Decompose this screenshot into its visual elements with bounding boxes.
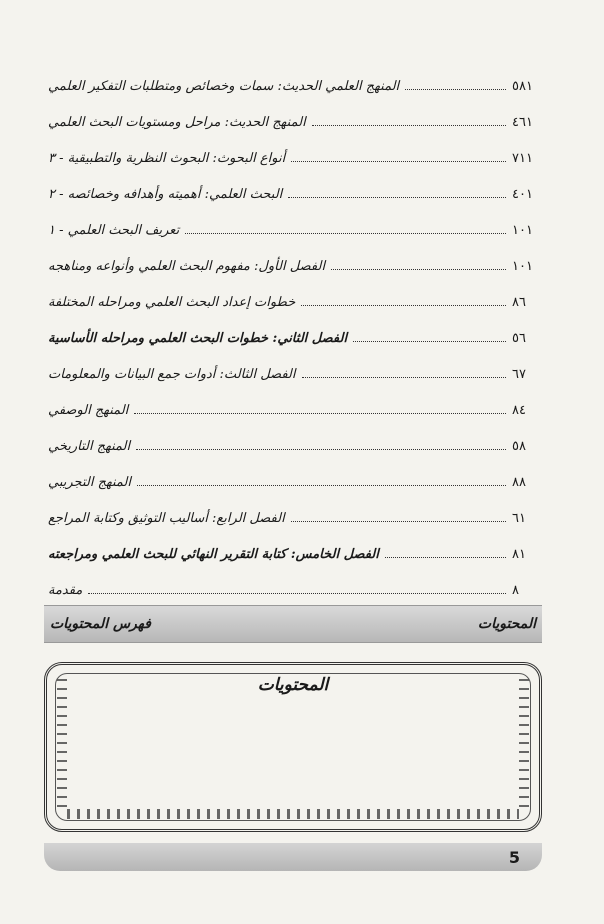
page-number: 5 [508, 847, 520, 867]
toc-entry-title: تعريف البحث العلمي - ١ [48, 223, 180, 238]
toc-entry-title: المنهج التاريخي [48, 439, 131, 454]
section-header-bar [44, 605, 542, 643]
frame-inner-border [55, 673, 531, 821]
toc-entry-title: البحث العلمي: أهميته وأهدافه وخصائصه - ٢ [48, 187, 283, 202]
toc-leader-dots [331, 269, 506, 270]
toc-entry-page: ١٠١ [512, 223, 533, 238]
toc-entry[interactable] [44, 310, 544, 346]
toc-entry-title: المنهج العلمي الحديث: سمات وخصائص ومتطلبات التفكير العلمي [48, 79, 400, 94]
toc-entry-title: مقدمة [48, 583, 83, 598]
toc-entry-page: ٥٦ [512, 331, 526, 346]
toc-entry-title: المنهج الحديث: مراحل ومستويات البحث العلمي [48, 115, 306, 130]
toc-entry-title: الفصل الثاني: خطوات البحث العلمي ومراحله الأساسية [48, 331, 348, 346]
toc-entry-page: ٨٦ [512, 295, 526, 310]
toc-leader-dots [88, 593, 506, 594]
frame-bottom-ornament [67, 809, 519, 819]
toc-entry[interactable] [44, 418, 544, 454]
toc-entry-title: الفصل الأول: مفهوم البحث العلمي وأنواعه ومناهجه [48, 259, 326, 274]
toc-entry[interactable] [44, 454, 544, 490]
toc-entry-title: المنهج الوصفي [48, 403, 129, 418]
toc-entry[interactable] [44, 382, 544, 418]
toc-leader-dots [353, 341, 506, 342]
frame-title: المحتويات [257, 675, 329, 695]
toc-entry-page: ٦١ [512, 511, 526, 526]
toc-leader-dots [134, 413, 506, 414]
toc-entry-page: ٦٧ [512, 367, 526, 382]
ornamental-frame [44, 662, 542, 832]
toc-leader-dots [291, 521, 506, 522]
frame-left-ornament [57, 679, 67, 807]
toc-leader-dots [291, 161, 506, 162]
toc-entry[interactable] [44, 202, 544, 238]
frame-right-ornament [519, 679, 529, 807]
table-of-contents [44, 58, 544, 598]
toc-leader-dots [302, 377, 506, 378]
toc-entry-title: الفصل الرابع: أساليب التوثيق وكتابة المراجع [48, 511, 285, 526]
toc-entry[interactable] [44, 58, 544, 94]
toc-entry[interactable] [44, 490, 544, 526]
toc-entry-page: ٧١١ [512, 151, 533, 166]
toc-entry[interactable] [44, 166, 544, 202]
toc-entry[interactable] [44, 526, 544, 562]
toc-leader-dots [405, 89, 506, 90]
toc-entry-page: ٥٨ [512, 439, 526, 454]
toc-entry[interactable] [44, 130, 544, 166]
toc-entry-page: ١٠١ [512, 259, 533, 274]
toc-entry[interactable] [44, 562, 544, 598]
toc-entry[interactable] [44, 274, 544, 310]
toc-entry-title: الفصل الثالث: أدوات جمع البيانات والمعلومات [48, 367, 296, 382]
toc-leader-dots [385, 557, 506, 558]
toc-entry-page: ٥٨١ [512, 79, 533, 94]
toc-leader-dots [288, 197, 506, 198]
toc-entry[interactable] [44, 238, 544, 274]
toc-entry[interactable] [44, 346, 544, 382]
toc-leader-dots [185, 233, 506, 234]
toc-leader-dots [312, 125, 506, 126]
toc-entry-page: ٨١ [512, 547, 526, 562]
toc-entry-title: الفصل الخامس: كتابة التقرير النهائي للبحث العلمي ومراجعته [48, 547, 379, 562]
toc-entry-title: المنهج التجريبي [48, 475, 131, 490]
toc-entry-page: ٨٤ [512, 403, 526, 418]
toc-leader-dots [136, 449, 506, 450]
toc-entry[interactable] [44, 94, 544, 130]
toc-entry-title: أنواع البحوث: البحوث النظرية والتطبيقية - ٣ [48, 151, 286, 166]
header-right-title: المحتويات [477, 616, 536, 632]
toc-entry-title: خطوات إعداد البحث العلمي ومراحله المختلفة [48, 295, 296, 310]
toc-entry-page: ٨٨ [512, 475, 526, 490]
toc-leader-dots [137, 485, 506, 486]
header-left-title: فهرس المحتويات [50, 616, 151, 632]
toc-entry-page: ٤٦١ [512, 115, 533, 130]
footer-bar [44, 843, 542, 871]
toc-entry-page: ٤٠١ [512, 187, 533, 202]
toc-leader-dots [301, 305, 506, 306]
toc-entry-page: ٨ [512, 583, 519, 598]
